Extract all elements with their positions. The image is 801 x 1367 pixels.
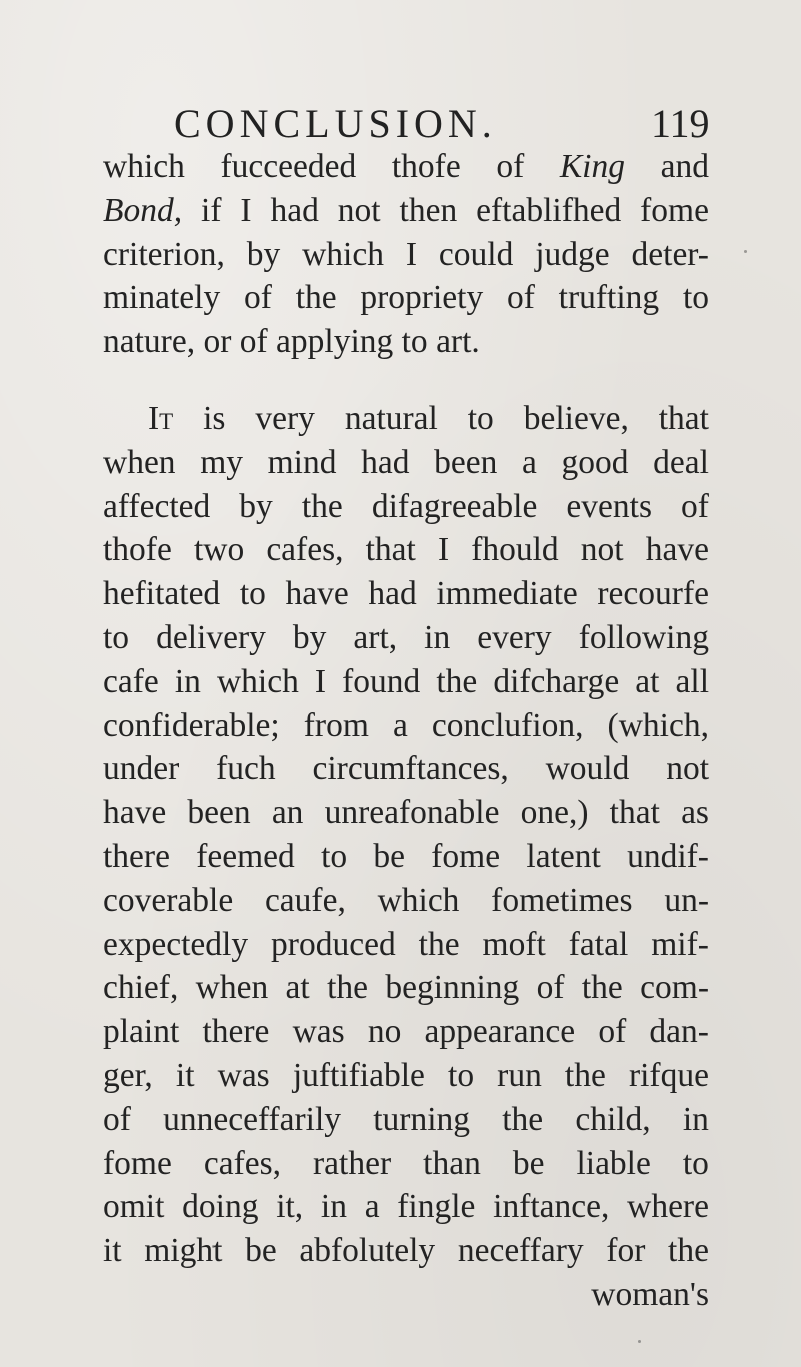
- word: feemed: [196, 837, 295, 875]
- word: that: [609, 794, 660, 832]
- word: juftifiable: [292, 1056, 425, 1094]
- word: no: [367, 1013, 402, 1051]
- word: when: [195, 969, 269, 1007]
- word: found: [342, 662, 421, 700]
- word: delivery: [156, 618, 266, 656]
- word: it,: [276, 1188, 304, 1226]
- paragraph-2: [103, 397, 709, 1317]
- word: the: [668, 1232, 709, 1270]
- word: nature,: [103, 323, 196, 361]
- word: fome: [431, 837, 501, 875]
- word: where: [627, 1188, 709, 1226]
- word: child,: [575, 1100, 651, 1138]
- word: be: [512, 1144, 545, 1182]
- word: is: [203, 399, 226, 437]
- word: was: [292, 1013, 345, 1051]
- word: have: [103, 794, 167, 832]
- word: circumftances,: [312, 750, 509, 788]
- word: mind: [267, 443, 337, 481]
- word: affected: [103, 487, 211, 525]
- word: chief,: [103, 969, 179, 1007]
- word: expectedly: [103, 925, 249, 963]
- word-italic: Bond,: [103, 191, 183, 229]
- word: undif-: [627, 837, 709, 875]
- word: moft: [482, 925, 546, 963]
- word: the: [564, 1056, 606, 1094]
- word: fome: [640, 191, 709, 229]
- word: there: [103, 837, 170, 875]
- word: latent: [526, 837, 601, 875]
- word: unneceffarily: [163, 1100, 342, 1138]
- word: ger,: [103, 1056, 153, 1094]
- word: or: [203, 323, 232, 361]
- word: would: [545, 750, 630, 788]
- word: all: [675, 662, 709, 700]
- text-line: [103, 189, 709, 233]
- word: I: [240, 191, 252, 229]
- word: from: [303, 706, 369, 744]
- catchword: woman's: [591, 1275, 709, 1313]
- word: a: [522, 443, 537, 481]
- word: in: [424, 618, 451, 656]
- word: to: [239, 575, 266, 613]
- word: that: [658, 399, 709, 437]
- word: propriety: [360, 279, 484, 317]
- word: difcharge: [493, 662, 620, 700]
- paper-speck: [212, 1245, 215, 1248]
- word: neceffary: [457, 1232, 584, 1270]
- text-line: [103, 1185, 709, 1229]
- word: believe,: [523, 399, 629, 437]
- word: cafes,: [266, 531, 344, 569]
- word: not: [666, 750, 709, 788]
- word: the: [436, 662, 478, 700]
- word: every: [477, 618, 552, 656]
- word: I: [314, 662, 327, 700]
- word: minately: [103, 279, 221, 317]
- word: the: [502, 1100, 544, 1138]
- word: there: [202, 1013, 270, 1051]
- word: recourfe: [597, 575, 709, 613]
- text-line: [103, 879, 709, 923]
- word: of: [103, 1100, 131, 1138]
- word: thofe: [391, 148, 461, 185]
- text-line: [103, 791, 709, 835]
- word: fhould: [471, 531, 559, 569]
- word: had: [361, 443, 410, 481]
- word: which: [302, 235, 384, 273]
- word: I: [437, 531, 450, 569]
- word: to: [682, 1144, 709, 1182]
- word: doing: [182, 1188, 259, 1226]
- word: then: [399, 191, 458, 229]
- word: deter-: [631, 235, 709, 273]
- word: in: [174, 662, 201, 700]
- word-italic: King: [559, 148, 625, 185]
- word: the: [295, 279, 337, 317]
- word: in: [320, 1188, 347, 1226]
- paragraph-gap: [103, 364, 709, 397]
- text-line: [103, 616, 709, 660]
- word: judge: [535, 235, 610, 273]
- word: a: [392, 706, 408, 744]
- word: it: [175, 1056, 195, 1094]
- word: as: [681, 794, 709, 832]
- running-head: [0, 100, 801, 150]
- word: following: [578, 618, 709, 656]
- word: run: [497, 1056, 542, 1094]
- word: turning: [373, 1100, 471, 1138]
- word: events: [566, 487, 652, 525]
- word: one,): [520, 794, 589, 832]
- word: hefitated: [103, 575, 221, 613]
- text-line: [103, 572, 709, 616]
- word: when: [103, 443, 176, 481]
- word: my: [200, 443, 243, 481]
- word: by: [246, 235, 281, 273]
- word: beginning: [385, 969, 520, 1007]
- word: of: [536, 969, 565, 1007]
- running-title: CONCLUSION.: [174, 101, 497, 146]
- word: of: [681, 487, 709, 525]
- word: art.: [436, 323, 480, 361]
- word: by: [239, 487, 273, 525]
- word: confiderable;: [103, 706, 280, 744]
- word: deal: [653, 443, 709, 481]
- word: liable: [576, 1144, 651, 1182]
- paragraph-1: [103, 145, 709, 364]
- word: caufe,: [264, 881, 346, 919]
- word: had: [270, 191, 319, 229]
- word: which: [103, 148, 185, 185]
- word: of: [496, 148, 525, 185]
- word: thofe: [103, 531, 172, 569]
- text-line: [103, 485, 709, 529]
- word: plaint: [103, 1013, 180, 1051]
- text-line: [103, 233, 709, 277]
- text-line: [103, 1142, 709, 1186]
- word: immediate: [436, 575, 578, 613]
- word: the: [327, 969, 368, 1007]
- word: could: [438, 235, 514, 273]
- word: a: [364, 1188, 380, 1226]
- word: might: [144, 1232, 223, 1270]
- word: eftablifhed: [476, 191, 622, 229]
- word: trufting: [558, 279, 660, 317]
- word: applying: [276, 323, 394, 361]
- text-line: [103, 1054, 709, 1098]
- word: cafes,: [203, 1144, 282, 1182]
- word: criterion,: [103, 235, 225, 273]
- word: to: [321, 837, 348, 875]
- word: of: [598, 1013, 627, 1051]
- word: of: [244, 279, 272, 317]
- word: under: [103, 750, 180, 788]
- word: mif-: [651, 925, 709, 963]
- word: natural: [344, 399, 438, 437]
- word: have: [285, 575, 349, 613]
- word: rifque: [628, 1056, 709, 1094]
- text-line: [103, 923, 709, 967]
- paper-speck: [744, 250, 747, 253]
- word: than: [423, 1144, 481, 1182]
- word: very: [255, 399, 315, 437]
- text-line: [103, 835, 709, 879]
- word: was: [217, 1056, 270, 1094]
- word: for: [606, 1232, 646, 1270]
- text-line: [103, 145, 709, 189]
- word: had: [368, 575, 417, 613]
- word: an: [271, 794, 304, 832]
- word: at: [285, 969, 310, 1007]
- page-number: 119: [651, 101, 710, 146]
- text-line: [103, 966, 709, 1010]
- word: to: [467, 399, 494, 437]
- word: that: [365, 531, 416, 569]
- word: of: [506, 279, 535, 317]
- text-line: [103, 320, 709, 364]
- word: been: [187, 794, 251, 832]
- word: to: [448, 1056, 475, 1094]
- word: the: [581, 969, 623, 1007]
- text-line: [103, 704, 709, 748]
- word: if: [201, 191, 222, 229]
- catchword-line: [103, 1273, 709, 1317]
- word: good: [561, 443, 629, 481]
- word: be: [373, 837, 406, 875]
- word: it: [103, 1232, 122, 1270]
- word: which: [377, 881, 460, 919]
- word: by: [292, 618, 327, 656]
- word: fome: [103, 1144, 172, 1182]
- word: the: [301, 487, 343, 525]
- word: unreafonable: [324, 794, 500, 832]
- word: fatal: [568, 925, 629, 963]
- word: be: [245, 1232, 277, 1270]
- text-line: [103, 276, 709, 320]
- text-line: [103, 660, 709, 704]
- word: un-: [664, 881, 709, 919]
- word: to: [401, 323, 428, 361]
- word: to: [682, 279, 709, 317]
- word: the: [418, 925, 460, 963]
- paper-speck: [638, 1340, 641, 1343]
- word: abfolutely: [299, 1232, 436, 1270]
- word: in: [682, 1100, 709, 1138]
- text-line: [103, 747, 709, 791]
- word: and: [660, 148, 709, 185]
- text-line: [103, 1229, 709, 1273]
- word: coverable: [103, 881, 234, 919]
- word: have: [645, 531, 709, 569]
- word: fometimes: [491, 881, 633, 919]
- word: to: [103, 618, 130, 656]
- word: I: [405, 235, 418, 273]
- word: inftance,: [493, 1188, 610, 1226]
- text-line: [103, 1098, 709, 1142]
- word: com-: [640, 969, 709, 1007]
- word: cafe: [103, 662, 159, 700]
- word: difagreeable: [371, 487, 538, 525]
- body-text: [103, 145, 709, 1317]
- word: appearance: [424, 1013, 576, 1051]
- text-line: [103, 441, 709, 485]
- word: two: [193, 531, 245, 569]
- text-line: [103, 397, 709, 441]
- word: fucceeded: [220, 148, 357, 185]
- word: of: [239, 323, 268, 361]
- word: produced: [271, 925, 396, 963]
- word: not: [337, 191, 381, 229]
- word: which: [216, 662, 299, 700]
- word: conclufion,: [431, 706, 584, 744]
- word: been: [434, 443, 498, 481]
- word: fingle: [397, 1188, 476, 1226]
- text-line: [103, 1010, 709, 1054]
- text-line: [103, 528, 709, 572]
- word: dan-: [649, 1013, 709, 1051]
- word: art,: [353, 618, 398, 656]
- word: rather: [313, 1144, 392, 1182]
- word: omit: [103, 1188, 165, 1226]
- word: (which,: [607, 706, 709, 744]
- word: fuch: [216, 750, 276, 788]
- word-small-caps: It: [148, 399, 174, 437]
- word: at: [635, 662, 660, 700]
- word: not: [580, 531, 624, 569]
